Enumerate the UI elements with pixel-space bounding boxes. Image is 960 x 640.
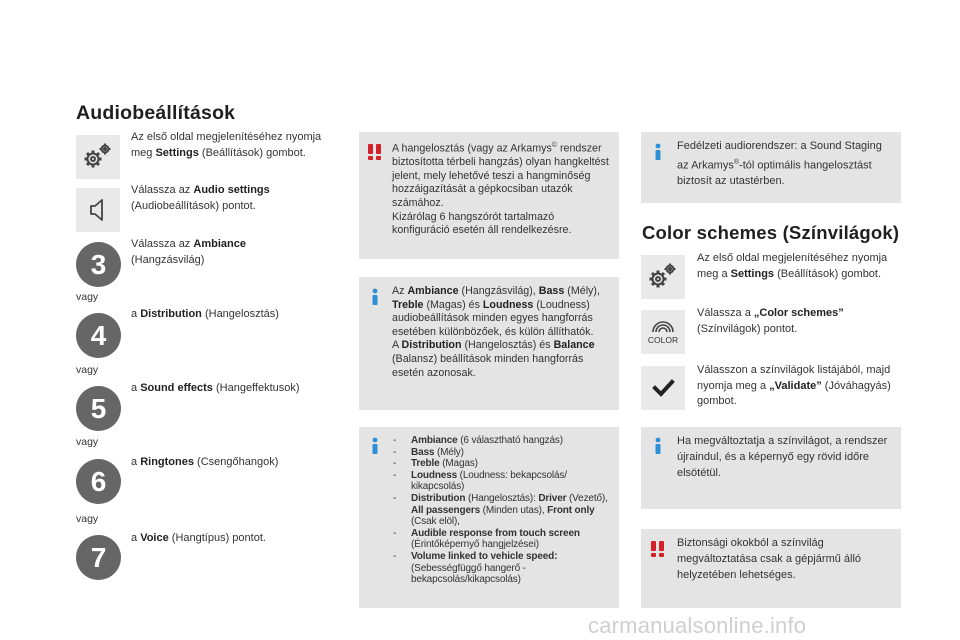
settings-button-graphic: [641, 255, 685, 299]
ambiance-info-panel: [359, 277, 619, 410]
list-item: - Treble (Magas): [391, 458, 613, 470]
color-step-validate-text: Válasszon a színvilágok listájából, majd nyomja meg a „Validate” (Jóváhagyás) gombot.: [697, 364, 891, 407]
step-sound-effects-text: a Sound effects (Hangeffektusok): [131, 382, 300, 394]
info-icon: [367, 288, 383, 306]
audio-options-panel: [359, 427, 619, 608]
audio-settings-button-graphic: [76, 188, 120, 232]
or-label: vagy: [76, 291, 99, 303]
step-number-6: 6: [76, 459, 121, 504]
safety-warning-text: Biztonsági okokból a színvilág megváltoztatása csak a gépjármű álló helyzetében lehetséges.: [677, 537, 862, 581]
color-icon-label: COLOR: [647, 335, 679, 345]
audio-settings-title: Audiobeállítások: [76, 102, 236, 124]
step-number-7: 7: [76, 535, 121, 580]
step-number-5: 5: [76, 386, 121, 431]
or-label: vagy: [76, 364, 99, 376]
sound-staging-text: Fedélzeti audiorendszer: a Sound Staging az Arkamys®-tól optimális hangelosztást biztosít az utastérben.: [677, 140, 882, 188]
ambiance-info-text: Az Ambiance (Hangzásvilág), Bass (Mély), Treble (Magas) és Loudness (Loudness) audiobeállítások minden egyes hangforrás esetében különbözőek, és külön állíthatók. A Distribution (Hangelosztás) és Balance (Balansz) beállítások minden hangforrás esetén azonosak.: [392, 285, 600, 379]
warning-icon: [367, 143, 383, 161]
info-icon: [650, 437, 666, 455]
step-ringtones-text: a Ringtones (Csengőhangok): [131, 456, 279, 468]
check-icon: [641, 366, 685, 410]
or-label: vagy: [76, 513, 99, 525]
restart-info-panel: [641, 427, 901, 509]
color-step-scheme-text: Válassza a „Color schemes” (Színvilágok) pontot.: [697, 307, 844, 335]
info-icon: [367, 437, 383, 455]
step-distribution-text: a Distribution (Hangelosztás): [131, 308, 279, 320]
audio-options-list: [391, 435, 613, 586]
warning-icon: [650, 540, 666, 558]
color-schemes-title: Color schemes (Színvilágok): [642, 222, 900, 243]
step-ambiance-text: Válassza az Ambiance (Hangzásvilág): [131, 238, 246, 266]
info-icon: [650, 143, 666, 161]
list-item: - Volume linked to vehicle speed: (Sebességfüggő hangerő - bekapcsolás/kikapcsolás): [391, 551, 613, 586]
color-schemes-button-graphic: [641, 310, 685, 354]
watermark: carmanualsonline.info: [588, 613, 807, 638]
gear-icon: [641, 255, 685, 299]
step-settings-text: Az első oldal megjelenítéséhez nyomja meg Settings (Beállítások) gombot.: [131, 131, 322, 159]
speaker-icon: [76, 188, 120, 232]
list-item: - Audible response from touch screen (Érintőképernyő hangjelzései): [391, 528, 613, 551]
restart-info-text: Ha megváltoztatja a színvilágot, a rendszer újraindul, és a képernyő egy rövid időre elsötétül.: [677, 435, 888, 479]
safety-warning-panel: [641, 529, 901, 608]
arkamys-warning-text: A hangelosztás (vagy az Arkamys© rendszer biztosította térbeli hangzás) olyan hangkeltést jelent, mely lehetővé teszi a hangminőség hozzáigazítását a gépkocsiban utazók számához. Kizárólag 6 hangszórót tartalmazó konfiguráció esetén áll rendelkezésre.: [392, 142, 609, 237]
step-audio-settings-text: Válassza az Audio settings (Audiobeállítások) pontot.: [131, 184, 270, 212]
color-scheme-icon: [641, 310, 685, 354]
list-item: - Loudness (Loudness: bekapcsolás/ kikapcsolás): [391, 470, 613, 493]
list-item: - Ambiance (6 választható hangzás): [391, 435, 613, 447]
list-item: - Distribution (Hangelosztás): Driver (Vezető), All passengers (Minden utas), Front only (Csak elöl),: [391, 493, 613, 528]
settings-button-graphic: [76, 135, 120, 179]
step-number-3: 3: [76, 242, 121, 287]
list-item: - Bass (Mély): [391, 447, 613, 459]
arkamys-warning-panel: [359, 132, 619, 259]
gear-icon: [76, 135, 120, 179]
validate-button-graphic: [641, 366, 685, 410]
step-number-4: 4: [76, 313, 121, 358]
sound-staging-info-panel: [641, 132, 901, 203]
or-label: vagy: [76, 436, 99, 448]
step-voice-text: a Voice (Hangtípus) pontot.: [131, 532, 266, 544]
color-step-settings-text: Az első oldal megjelenítéséhez nyomja meg a Settings (Beállítások) gombot.: [697, 252, 888, 280]
